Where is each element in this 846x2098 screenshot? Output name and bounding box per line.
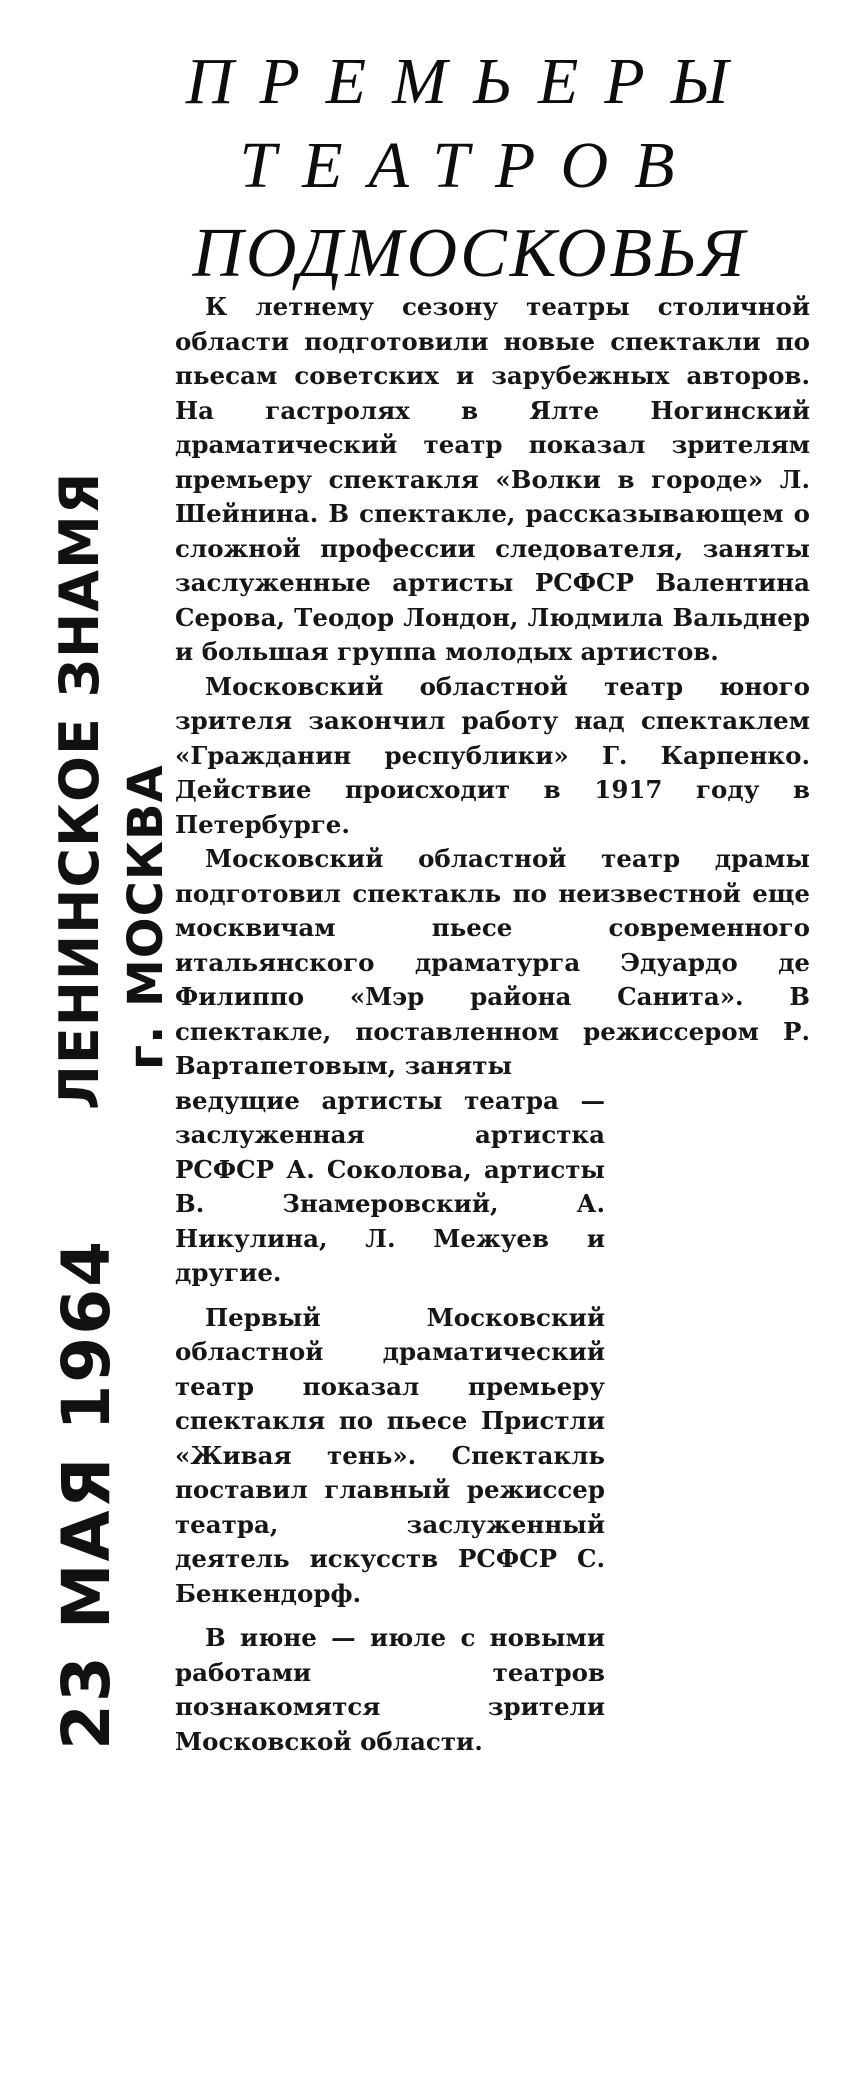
article-paragraph: ведущие артисты театра — заслуженная артистка РСФСР А. Соколова, артисты В. Знамеровский, А. Никулина, Л. Межуев и другие. [175, 1085, 605, 1287]
article-paragraph: В июне — июле с новыми работами театров познакомятся зрители Московской области. [175, 1623, 605, 1756]
article-body [175, 290, 810, 1759]
stamp-newspaper-name: ЛЕНИНСКОЕ ЗНАМЯ [48, 471, 111, 1110]
article-paragraph: К летнему сезону театры столичной области подготовили новые спектакли по пьесам советских и зарубежных авторов. На гастролях в Ялте Ногинский драматический театр показал зрителям премьеру спектакля «Волки в городе» Л. Шейнина. В спектакле, рассказывающем о сложной профессии следователя, заняты заслуженные артисты РСФСР Валентина Серова, Теодор Лондон, Людмила Вальднер и большая группа молодых артистов. [175, 292, 810, 666]
article-paragraph: Московский областной театр юного зрителя закончил работу над спектаклем «Гражданин республики» Г. Карпенко. Действие происходит в 1917 году в Петербурге. [175, 671, 810, 839]
headline-line-2: ТЕАТРОВ [239, 129, 701, 202]
headline [150, 40, 790, 300]
stamp-date: 23 МАЯ 1964 [48, 1238, 125, 1750]
headline-line-1: ПРЕМЬЕРЫ [185, 45, 755, 118]
headline-line-3: ПОДМОСКОВЬЯ [192, 215, 748, 292]
stamp-city: г. МОСКВА [118, 764, 174, 1070]
article-paragraph: Первый Московский областной драматический театр показал премьеру спектакля по пьесе Пристли «Живая тень». Спектакль поставил главный режиссер театра, заслуженный деятель искусств РСФСР С. Бенкендорф. [175, 1302, 605, 1608]
article-paragraph: Московский областной театр драмы подготовил спектакль по неизвестной еще москвичам пьесе современного итальянского драматурга Эдуардо де Филиппо «Мэр района Санита». В спектакле, поставленном режиссером Р. Вартапетовым, заняты [175, 844, 810, 1080]
newspaper-clipping-stamp [8, 471, 178, 1760]
